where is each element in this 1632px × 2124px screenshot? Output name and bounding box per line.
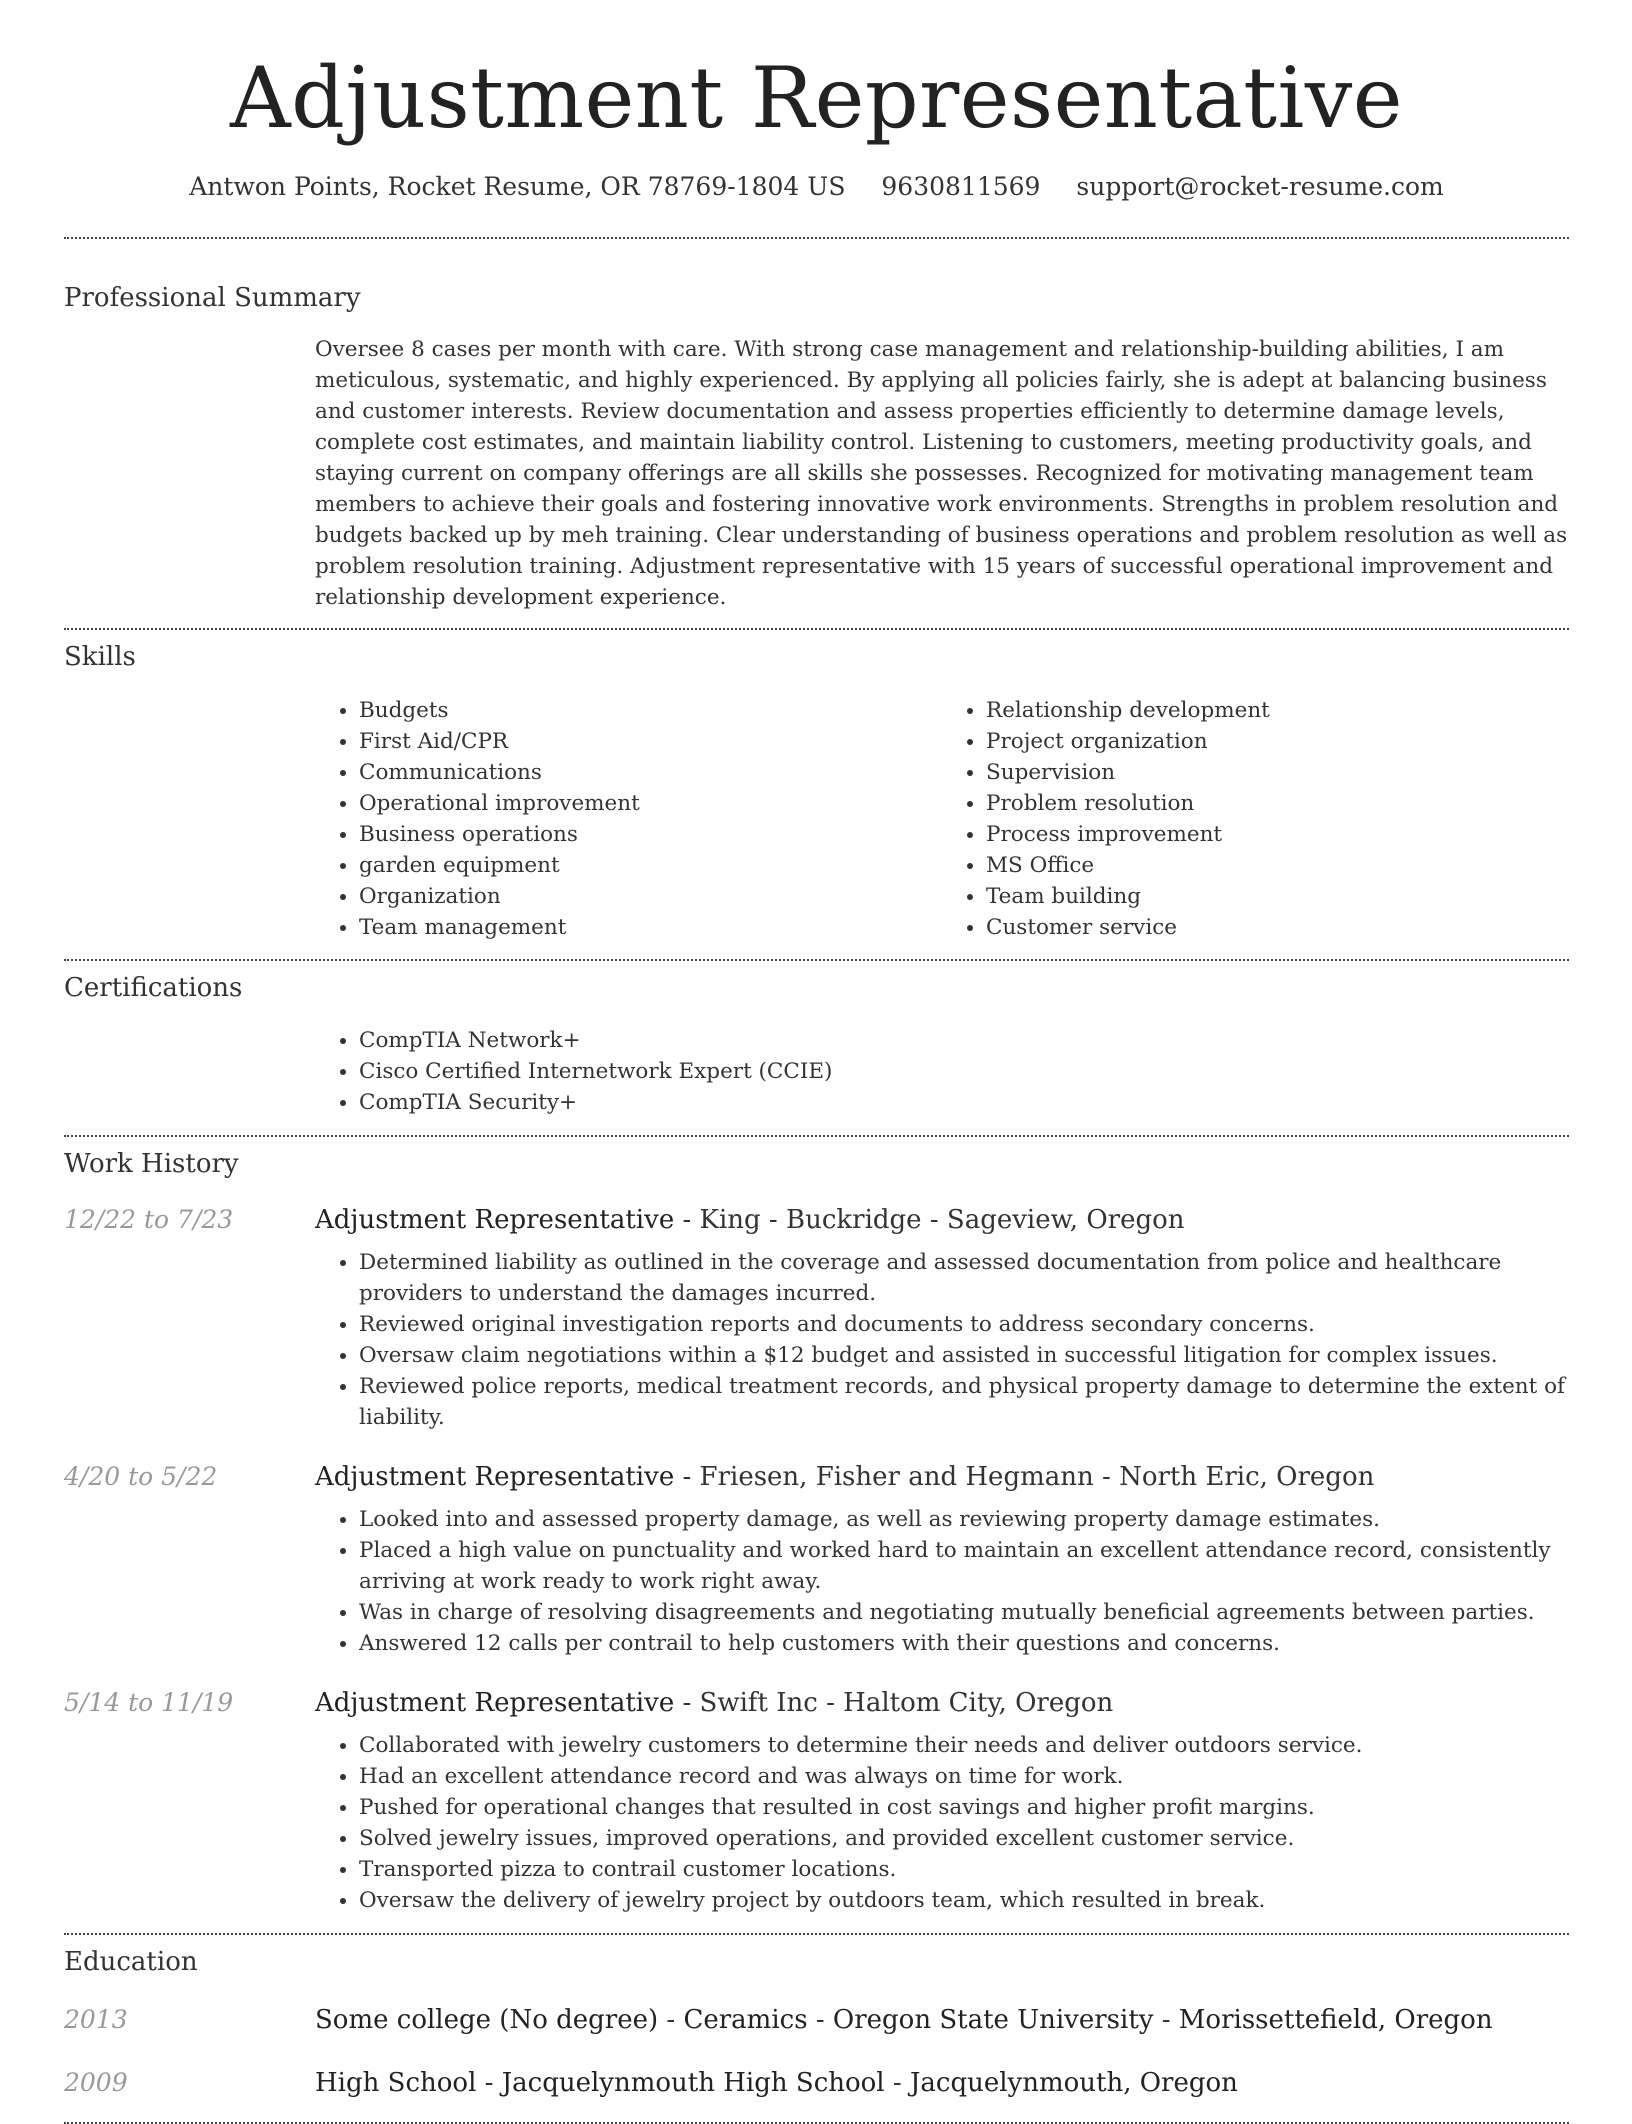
job-bullet: • Oversaw claim negotiations within a $12 budget and assisted in successful litigation for complex issues. [359, 1340, 1569, 1371]
skill-item: • garden equipment [359, 850, 942, 881]
skill-item: • Business operations [359, 819, 942, 850]
job-role: Adjustment Representative [315, 1205, 675, 1235]
skill-item: • Process improvement [986, 819, 1569, 850]
education-year: 2013 [64, 2005, 128, 2034]
job-bullet: • Looked into and assessed property damage, as well as reviewing property damage estimates. [359, 1504, 1569, 1535]
certification-item: • CompTIA Network+ [359, 1025, 1569, 1056]
divider [64, 628, 1569, 630]
education-year: 2009 [64, 2068, 128, 2097]
job-dates: 12/22 to 7/23 [64, 1205, 234, 1234]
job-location: Haltom City, Oregon [843, 1688, 1114, 1718]
skill-item: • Organization [359, 881, 942, 912]
skills-column-left [315, 695, 942, 943]
job-heading: Adjustment Representative - Friesen, Fisher and Hegmann - North Eric, Oregon [315, 1462, 1375, 1492]
job-role: Adjustment Representative [315, 1462, 675, 1492]
job-bullet: • Pushed for operational changes that resulted in cost savings and higher profit margins. [359, 1792, 1569, 1823]
job-bullets [315, 1730, 1569, 1916]
job-bullet: • Reviewed original investigation reports and documents to address secondary concerns. [359, 1309, 1569, 1340]
job-company: King - Buckridge [699, 1205, 922, 1235]
education-location: Morissettefield, Oregon [1178, 2005, 1493, 2035]
resume-page [64, 0, 1569, 2124]
job-entry [64, 1205, 1569, 1433]
skills-column-right [942, 695, 1569, 943]
skill-item: • MS Office [986, 850, 1569, 881]
job-bullet: • Oversaw the delivery of jewelry project by outdoors team, which resulted in break. [359, 1885, 1569, 1916]
job-company: Swift Inc [699, 1688, 818, 1718]
summary-text: Oversee 8 cases per month with care. With strong case management and relationship-building abilities, I am meticulous, systematic, and highly experienced. By applying all policies fairly, she is adept at balancing business and customer interests. Review documentation and assess properties efficiently to determine damage levels, complete cost estimates, and maintain liability control. Listening to customers, meeting productivity goals, and staying current on company offerings are all skills she possesses. Recognized for motivating management team members to achieve their goals and fostering innovative work environments. Strengths in problem resolution and budgets backed up by meh training. Clear understanding of business operations and problem resolution as well as problem resolution training. Adjustment representative with 15 years of successful operational improvement and relationship development experience. [315, 337, 1568, 610]
job-heading: Adjustment Representative - Swift Inc - Haltom City, Oregon [315, 1688, 1114, 1718]
contact-address: Antwon Points, Rocket Resume, OR 78769-1804 US [189, 172, 846, 201]
education-field: Ceramics [683, 2005, 808, 2035]
contact-phone: 9630811569 [881, 172, 1041, 201]
section-title-work-history: Work History [64, 1149, 239, 1179]
job-bullet: • Had an excellent attendance record and was always on time for work. [359, 1761, 1569, 1792]
job-location: North Eric, Oregon [1119, 1462, 1375, 1492]
skill-item: • Budgets [359, 695, 942, 726]
skill-item: • Operational improvement [359, 788, 942, 819]
job-bullets [315, 1247, 1569, 1433]
certifications-list [315, 1025, 1569, 1118]
job-bullet: • Transported pizza to contrail customer locations. [359, 1854, 1569, 1885]
job-bullet: • Determined liability as outlined in the coverage and assessed documentation from police and healthcare providers to understand the damages incurred. [359, 1247, 1569, 1309]
section-title-skills: Skills [64, 642, 136, 672]
education-degree: Some college (No degree) [315, 2005, 659, 2035]
divider [64, 959, 1569, 961]
job-heading: Adjustment Representative - King - Buckridge - Sageview, Oregon [315, 1205, 1185, 1235]
education-heading: High School - Jacquelynmouth High School - Jacquelynmouth, Oregon [315, 2068, 1238, 2098]
education-entry [64, 2068, 1569, 2098]
section-title-education: Education [64, 1947, 198, 1977]
skill-item: • Team building [986, 881, 1569, 912]
certification-item: • CompTIA Security+ [359, 1087, 1569, 1118]
skill-item: • Relationship development [986, 695, 1569, 726]
job-dates: 4/20 to 5/22 [64, 1462, 218, 1491]
skills-list [315, 695, 1569, 943]
contact-line [64, 172, 1569, 201]
education-entry [64, 2005, 1569, 2035]
skill-item: • Customer service [986, 912, 1569, 943]
section-title-summary: Professional Summary [64, 283, 361, 313]
education-heading: Some college (No degree) - Ceramics - Oregon State University - Morissettefield, Oregon [315, 2005, 1493, 2035]
job-bullet: • Answered 12 calls per contrail to help customers with their questions and concerns. [359, 1628, 1569, 1659]
job-bullet: • Was in charge of resolving disagreements and negotiating mutually beneficial agreements between parties. [359, 1597, 1569, 1628]
education-school: Jacquelynmouth High School [501, 2068, 885, 2098]
skill-item: • Project organization [986, 726, 1569, 757]
job-bullet: • Reviewed police reports, medical treatment records, and physical property damage to determine the extent of liability. [359, 1371, 1569, 1433]
divider [64, 237, 1569, 239]
job-bullets [315, 1504, 1569, 1659]
job-bullet: • Solved jewelry issues, improved operations, and provided excellent customer service. [359, 1823, 1569, 1854]
section-title-certifications: Certifications [64, 973, 243, 1003]
job-dates: 5/14 to 11/19 [64, 1688, 234, 1717]
job-role: Adjustment Representative [315, 1688, 675, 1718]
education-degree: High School [315, 2068, 477, 2098]
job-company: Friesen, Fisher and Hegmann [699, 1462, 1094, 1492]
skill-item: • Communications [359, 757, 942, 788]
skill-item: • Supervision [986, 757, 1569, 788]
skill-item: • Team management [359, 912, 942, 943]
skill-item: • Problem resolution [986, 788, 1569, 819]
education-location: Jacquelynmouth, Oregon [909, 2068, 1238, 2098]
job-location: Sageview, Oregon [946, 1205, 1185, 1235]
resume-title: Adjustment Representative [230, 49, 1403, 147]
job-bullet: • Placed a high value on punctuality and worked hard to maintain an excellent attendance record, consistently arriving at work ready to work right away. [359, 1535, 1569, 1597]
job-entry [64, 1688, 1569, 1916]
skill-item: • First Aid/CPR [359, 726, 942, 757]
education-school: Oregon State University [832, 2005, 1154, 2035]
job-entry [64, 1462, 1569, 1659]
contact-email[interactable]: support@rocket-resume.com [1076, 172, 1444, 201]
job-bullet: • Collaborated with jewelry customers to determine their needs and deliver outdoors service. [359, 1730, 1569, 1761]
certification-item: • Cisco Certified Internetwork Expert (CCIE) [359, 1056, 1569, 1087]
divider [64, 1135, 1569, 1137]
divider [64, 1933, 1569, 1935]
